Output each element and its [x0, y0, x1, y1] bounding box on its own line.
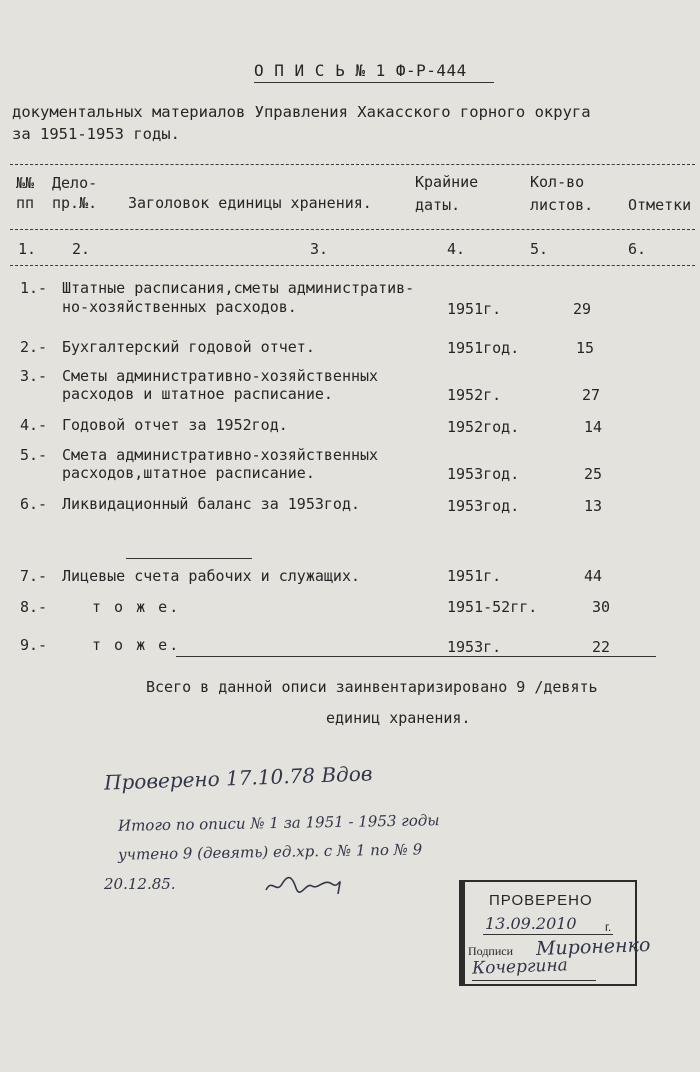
col-number-4: 4.: [447, 240, 466, 258]
row-9-number: 9.-: [20, 636, 48, 654]
col-title-label: Заголовок единицы хранения.: [128, 194, 372, 212]
row-7-title-line1: Лицевые счета рабочих и служащих.: [62, 567, 361, 585]
col-number-6: 6.: [628, 240, 647, 258]
row-5-sheets: 25: [584, 465, 603, 483]
row-9-date: 1953г.: [447, 638, 502, 656]
row-4-title-line1: Годовой отчет за 1952год.: [62, 416, 288, 434]
row-2-number: 2.-: [20, 338, 48, 356]
row-3-number: 3.-: [20, 367, 48, 385]
header-bottom-rule: [10, 265, 695, 266]
row-6-number: 6.-: [20, 495, 48, 513]
stamp-title: ПРОВЕРЕНО: [489, 892, 593, 909]
handwritten-total-note-line2: учтено 9 (девять) ед.хр. с № 1 по № 9: [117, 840, 423, 864]
row-9-sheets: 22: [592, 638, 611, 656]
col-number-5: 5.: [530, 240, 549, 258]
col-dates-label-a: Крайние: [415, 173, 479, 191]
col-sheets-label-b: листов.: [530, 196, 594, 214]
row-6-date: 1953год.: [447, 497, 520, 515]
row-7-date: 1951г.: [447, 567, 502, 585]
row-4-sheets: 14: [584, 418, 603, 436]
header-mid-rule: [10, 229, 695, 230]
stamp-signature-line: [472, 980, 596, 981]
row-1-title-line2: но-хозяйственных расходов.: [62, 298, 297, 316]
row-5-title-line1: Смета административно-хозяйственных: [62, 446, 379, 464]
row-3-date: 1952г.: [447, 386, 502, 404]
stamp-date-line: [483, 934, 613, 935]
row-8-number: 8.-: [20, 598, 48, 616]
document-subtitle-line1: документальных материалов Управления Хакасского горного округа: [12, 103, 591, 121]
row-7-number: 7.-: [20, 567, 48, 585]
row-1-sheets: 29: [573, 300, 592, 318]
total-line1: Всего в данной описи заинвентаризировано 9 /девять: [146, 678, 598, 696]
row-7-sheets: 44: [584, 567, 603, 585]
stamp-date-suffix: г.: [605, 920, 612, 934]
row-3-sheets: 27: [582, 386, 601, 404]
row-5-title-line2: расходов,штатное расписание.: [62, 464, 315, 482]
stamp-signature-2: Кочергина: [471, 955, 569, 979]
row-2-title-line1: Бухгалтерский годовой отчет.: [62, 338, 315, 356]
document-subtitle-line2: за 1951-1953 годы.: [12, 125, 180, 143]
row-6-title-line1: Ликвидационный баланс за 1953год.: [62, 495, 361, 513]
row-6-sheets: 13: [584, 497, 603, 515]
stamp-date: 13.09.2010: [485, 914, 577, 933]
row-9-title-line1: т о ж е.: [92, 636, 181, 654]
row-2-date: 1951год.: [447, 339, 520, 357]
col-sheets-label-a: Кол-во: [530, 173, 585, 191]
row-3-title-line1: Сметы административно-хозяйственных: [62, 367, 379, 385]
col-number-2: 2.: [72, 240, 91, 258]
title-underline: [254, 82, 494, 83]
document-title: О П И С Ь № 1 Ф-Р-444: [254, 61, 467, 80]
row-1-number: 1.-: [20, 279, 48, 297]
col-number-1: 1.: [18, 240, 37, 258]
handwritten-signature-icon: [262, 864, 352, 904]
handwritten-date: 20.12.85.: [104, 875, 176, 893]
col-notes-label: Отметки: [628, 196, 692, 214]
col-number-3: 3.: [310, 240, 329, 258]
table-bottom-rule: [176, 656, 656, 657]
row-3-title-line2: расходов и штатное расписание.: [62, 385, 333, 403]
row-4-number: 4.-: [20, 416, 48, 434]
row-8-date: 1951-52гг.: [447, 598, 538, 616]
col-num-label-a: №№: [16, 174, 35, 192]
row-1-title-line1: Штатные расписания,сметы административ-: [62, 279, 415, 297]
row-8-title-line1: т о ж е.: [92, 598, 181, 616]
header-top-rule: [10, 164, 695, 165]
col-num-label-b: пп: [16, 194, 35, 212]
row-1-date: 1951г.: [447, 300, 502, 318]
row-8-sheets: 30: [592, 598, 611, 616]
stamp-sign-label: Подписи: [468, 944, 514, 958]
section-separator: [126, 558, 252, 559]
total-line2: единиц хранения.: [326, 709, 471, 727]
row-4-date: 1952год.: [447, 418, 520, 436]
handwritten-checked-note: Проверено 17.10.78 Вдов: [103, 761, 373, 795]
col-dates-label-b: даты.: [415, 196, 461, 214]
col-delo-label-b: пр.№.: [52, 194, 98, 212]
row-5-number: 5.-: [20, 446, 48, 464]
handwritten-total-note-line1: Итого по описи № 1 за 1951 - 1953 годы: [117, 811, 440, 835]
row-2-sheets: 15: [576, 339, 595, 357]
col-delo-label-a: Дело-: [52, 174, 98, 192]
row-5-date: 1953год.: [447, 465, 520, 483]
stamp-signature-1: Мироненко: [535, 934, 651, 960]
